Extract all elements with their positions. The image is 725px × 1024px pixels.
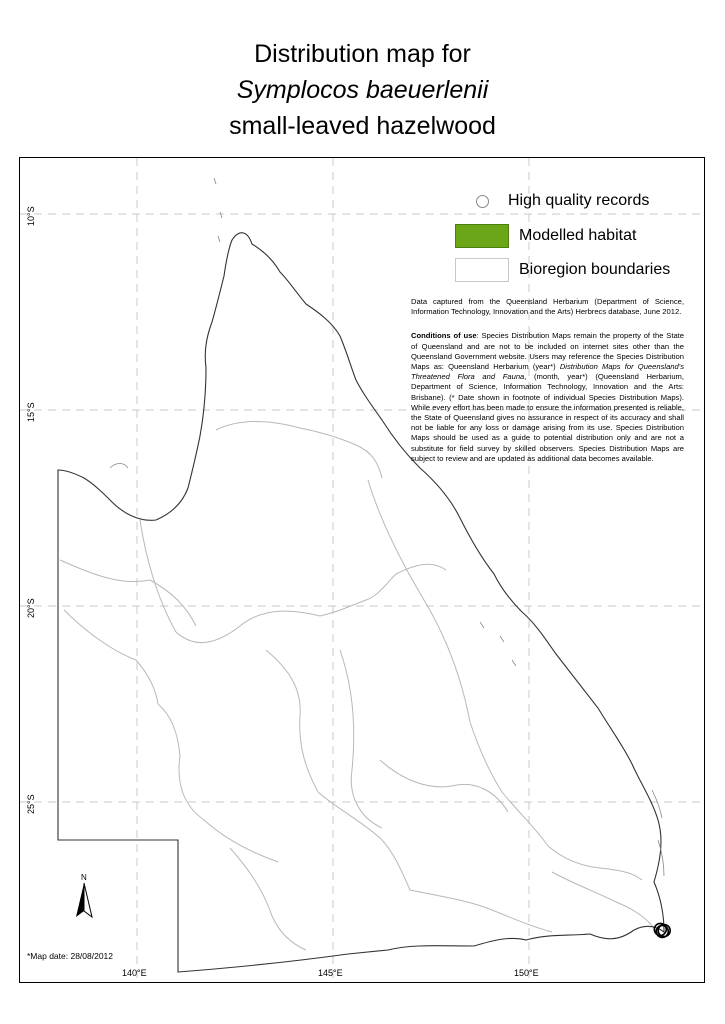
data-source-note: Data captured from the Queensland Herbarium (Department of Science, Information Technology, Innovation and the Arts) Herbrecs database, June 2012.	[411, 297, 684, 317]
conditions-citation-title: Distribution Maps for Queensland's Threatened Flora and Fauna	[411, 362, 685, 382]
north-letter: N	[81, 873, 87, 882]
lon-label-140: 140°E	[122, 968, 147, 978]
map-date: *Map date: 28/08/2012	[27, 951, 114, 961]
legend-bioregion	[455, 257, 670, 283]
legend-habitat	[455, 223, 636, 249]
common-name: small-leaved hazelwood	[229, 112, 496, 140]
bioregion-boundaries	[60, 422, 658, 951]
conditions-text-1: : Species Distribution Maps remain the property of the State of Queensland and are not to be included on internet sites other than the Queensland Government website. Users may reference the Species Distribution Maps as: Queensland Herbarium (year*)	[411, 331, 684, 372]
legend-bioregion-label: Bioregion boundaries	[519, 261, 671, 278]
habitat-symbol-icon	[455, 224, 509, 248]
lat-label-15: 15°S	[26, 402, 36, 422]
species-name: Symplocos baeuerlenii	[236, 76, 489, 104]
lat-label-10: 10°S	[26, 206, 36, 226]
lat-label-25: 25°S	[26, 794, 36, 814]
map-notes	[411, 297, 684, 478]
bioregion-symbol-icon	[455, 258, 509, 282]
title-line-1: Distribution map for	[254, 40, 471, 68]
records-symbol-icon	[476, 195, 489, 208]
north-arrow-icon	[74, 881, 94, 925]
conditions-heading: Conditions of use	[411, 331, 477, 341]
legend-habitat-label: Modelled habitat	[519, 227, 637, 244]
conditions-of-use	[411, 331, 684, 464]
lon-label-145: 145°E	[318, 968, 343, 978]
lat-label-20: 20°S	[26, 598, 36, 618]
legend-records-label: High quality records	[508, 192, 650, 209]
conditions-text-2: , (month, year*) (Queensland Herbarium, Department of Science, Information Technology, Innovation and the Arts: Brisbane). (* Date shown in footnote of individual Species Distribution Maps). While every effort has been made to ensure the information presented is reliable, the State of Queensland gives no assurance in respect of its accuracy and shall not be liable for any loss or damage arising from its use. Species Distribution Maps should be used as a guide to potential distribution only and are not a substitute for field survey by skilled observers. Species Distribution Maps are subject to review and are updated as additional data becomes available.	[411, 372, 684, 463]
lon-label-150: 150°E	[514, 968, 539, 978]
legend-records	[455, 188, 649, 214]
